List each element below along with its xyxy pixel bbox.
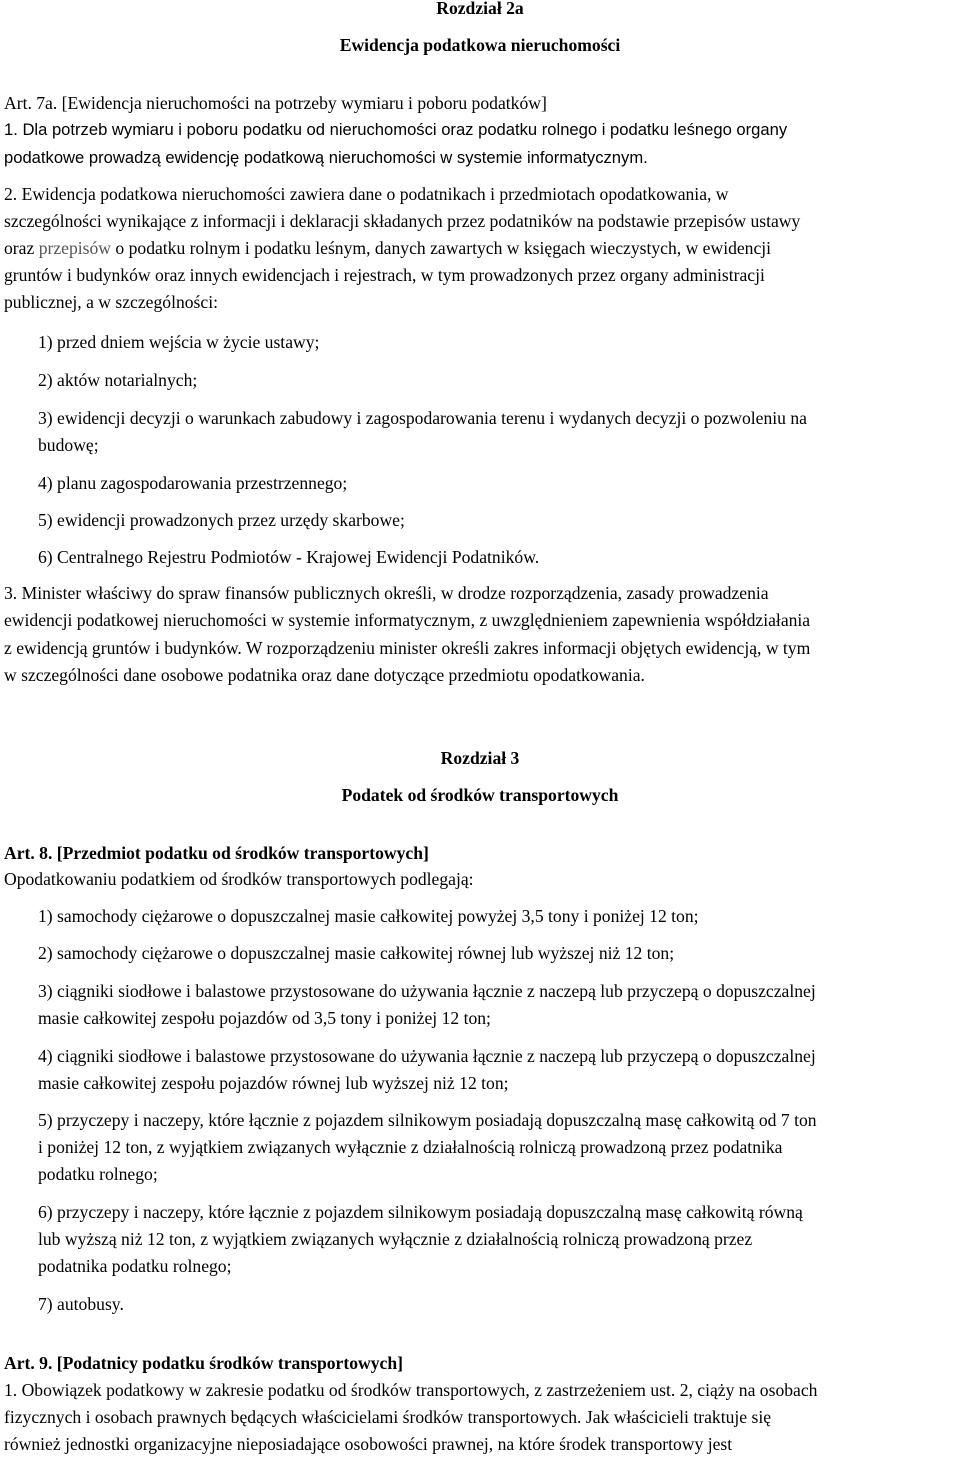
art-9-title: Art. 9. [Podatnicy podatku środków transportowych] [4, 1353, 403, 1373]
art-9-line1: 1. Obowiązek podatkowy w zakresie podatku od środków transportowych, z zastrzeżeniem ust. 2, ciąży na osobach [4, 1380, 818, 1400]
art-9-line3: również jednostki organizacyjne nieposiadające osobowości prawnej, na które środek transportowy jest [4, 1434, 733, 1454]
list-item: 7) autobusy. [38, 1294, 124, 1314]
chapter-2a-heading: Rozdział 2a [436, 0, 524, 18]
list-item-continuation: lub wyższą niż 12 ton, z wyjątkiem związanych wyłącznie z działalnością rolniczą prowadzoną przez [38, 1229, 753, 1249]
art-7a-p2-line1: 2. Ewidencja podatkowa nieruchomości zawiera dane o podatnikach i przedmiotach opodatkowania, w [4, 184, 729, 204]
chapter-3-heading: Rozdział 3 [440, 748, 520, 768]
list-item: 6) przyczepy i naczepy, które łącznie z pojazdem silnikowym posiadają dopuszczalną masę całkowitą równą [38, 1202, 803, 1222]
list-item-continuation: masie całkowitej zespołu pojazdów od 3,5 tony i poniżej 12 ton; [38, 1008, 491, 1028]
art-7a-p2-line3 [4, 235, 958, 261]
chapter-3-title: Podatek od środków transportowych [341, 785, 619, 805]
list-item: 4) ciągniki siodłowe i balastowe przystosowane do używania łącznie z naczepą lub przyczepą o dopuszczalnej [38, 1046, 816, 1066]
art-7a-p3-line4: w szczególności dane osobowe podatnika oraz dane dotyczące przedmiotu opodatkowania. [4, 665, 645, 685]
list-item: 3) ewidencji decyzji o warunkach zabudowy i zagospodarowania terenu i wydanych decyzji o pozwoleniu na [38, 408, 807, 428]
list-item: 6) Centralnego Rejestru Podmiotów - Krajowej Ewidencji Podatników. [38, 547, 540, 567]
list-item: 5) ewidencji prowadzonych przez urzędy skarbowe; [38, 510, 405, 530]
art-7a-p2-line3-start: oraz [4, 238, 39, 258]
art-7a-p1-line2: podatkowe prowadzą ewidencję podatkową nieruchomości w systemie informatycznym. [4, 148, 648, 167]
art-9-line2: fizycznych i osobach prawnych będących właścicielami środków transportowych. Jak właścicieli traktuje się [4, 1407, 772, 1427]
art-7a-p3-line2: ewidencji podatkowej nieruchomości w systemie informatycznym, z uwzględnieniem zapewnienia współdziałania [4, 610, 811, 630]
art-7a-p1-line1: 1. Dla potrzeb wymiaru i poboru podatku od nieruchomości oraz podatku rolnego i podatku leśnego organy [4, 120, 788, 139]
art-8-title: Art. 8. [Przedmiot podatku od środków transportowych] [4, 843, 429, 863]
przepisow-link[interactable]: przepisów [38, 238, 111, 258]
art-7a-p2-line4: gruntów i budynków oraz innych ewidencjach i rejestrach, w tym prowadzonych przez organy administracji [4, 265, 765, 285]
art-7a-p2-line2: szczególności wynikające z informacji i deklaracji składanych przez podatników na podstawie przepisów ustawy [4, 211, 801, 231]
art-7a-p3-line1: 3. Minister właściwy do spraw finansów publicznych określi, w drodze rozporządzenia, zasady prowadzenia [4, 583, 769, 603]
list-item: 5) przyczepy i naczepy, które łącznie z pojazdem silnikowym posiadają dopuszczalną masę całkowitą od 7 ton [38, 1110, 817, 1130]
art-7a-p2-line5: publicznej, a w szczególności: [4, 292, 218, 312]
list-item-continuation: podatnika podatku rolnego; [38, 1256, 232, 1276]
list-item-continuation: budowę; [38, 435, 99, 455]
list-item: 2) aktów notarialnych; [38, 370, 198, 390]
list-item: 3) ciągniki siodłowe i balastowe przystosowane do używania łącznie z naczepą lub przyczepą o dopuszczalnej [38, 981, 816, 1001]
list-item: 4) planu zagospodarowania przestrzennego; [38, 473, 348, 493]
list-item-continuation: podatku rolnego; [38, 1164, 158, 1184]
art-8-intro: Opodatkowaniu podatkiem od środków transportowych podlegają: [4, 869, 474, 889]
list-item: 1) samochody ciężarowe o dopuszczalnej masie całkowitej powyżej 3,5 tony i poniżej 12 ton; [38, 906, 699, 926]
art-7a-p3-line3: z ewidencją gruntów i budynków. W rozporządzeniu minister określi zakres informacji objętych ewidencją, w tym [4, 638, 811, 658]
list-item: 1) przed dniem wejścia w życie ustawy; [38, 332, 320, 352]
list-item-continuation: i poniżej 12 ton, z wyjątkiem związanych wyłącznie z działalnością rolniczą prowadzoną przez podatnika [38, 1137, 783, 1157]
list-item-continuation: masie całkowitej zespołu pojazdów równej lub wyższej niż 12 ton; [38, 1073, 509, 1093]
art-7a-title: Art. 7a. [Ewidencja nieruchomości na potrzeby wymiaru i poboru podatków] [4, 93, 547, 113]
art-7a-p2-line3-end: o podatku rolnym i podatku leśnym, danych zawartych w księgach wieczystych, w ewidencji [111, 238, 772, 258]
chapter-2a-title: Ewidencja podatkowa nieruchomości [339, 35, 621, 55]
list-item: 2) samochody ciężarowe o dopuszczalnej masie całkowitej równej lub wyższej niż 12 ton; [38, 943, 675, 963]
